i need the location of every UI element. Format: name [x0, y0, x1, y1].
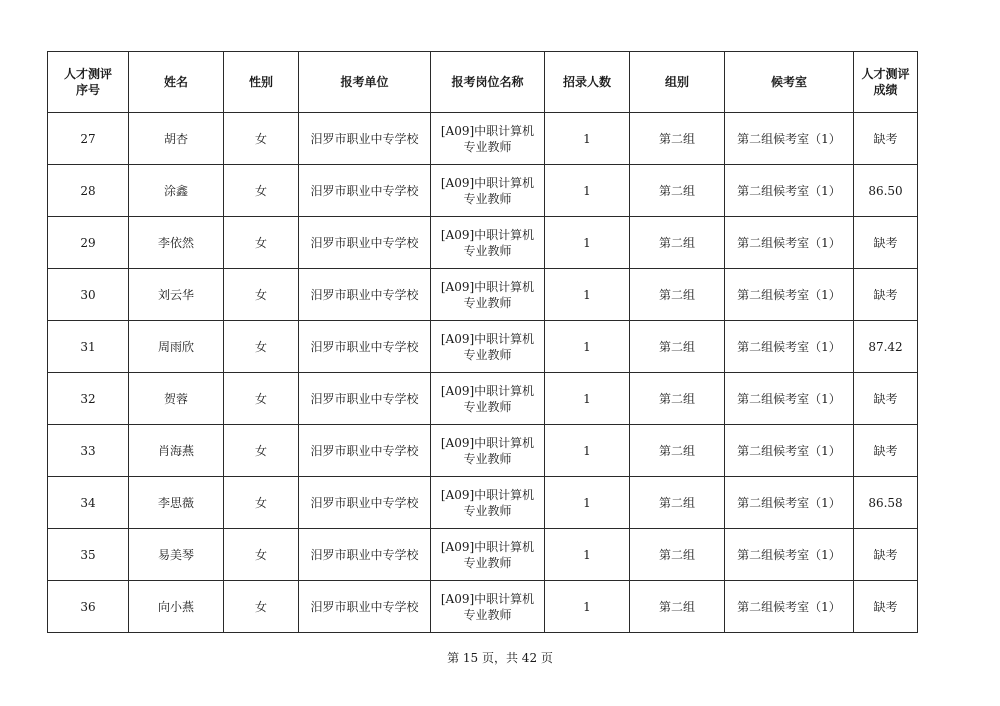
cell-room: 第二组候考室（1）: [725, 477, 854, 529]
cell-group: 第二组: [630, 425, 725, 477]
table-row: [48, 165, 918, 217]
cell-seq: 31: [48, 321, 129, 373]
cell-post: [431, 373, 545, 425]
cell-quota: 1: [545, 581, 630, 633]
post-text: [A09]中职计算机专业教师: [440, 383, 535, 414]
cell-score: 缺考: [854, 373, 918, 425]
cell-unit: 汨罗市职业中专学校: [299, 217, 431, 269]
post-text: [A09]中职计算机专业教师: [440, 591, 535, 622]
cell-room: 第二组候考室（1）: [725, 581, 854, 633]
header-seq: 人才测评序号: [48, 52, 129, 113]
cell-score: 缺考: [854, 581, 918, 633]
cell-room: 第二组候考室（1）: [725, 321, 854, 373]
header-group: 组别: [630, 52, 725, 113]
post-text: [A09]中职计算机专业教师: [440, 175, 535, 206]
cell-post: [431, 529, 545, 581]
post-text: [A09]中职计算机专业教师: [440, 331, 535, 362]
post-text: [A09]中职计算机专业教师: [440, 227, 535, 258]
cell-quota: 1: [545, 477, 630, 529]
cell-gender: 女: [224, 113, 299, 165]
cell-unit: 汨罗市职业中专学校: [299, 321, 431, 373]
cell-score: 87.42: [854, 321, 918, 373]
cell-gender: 女: [224, 477, 299, 529]
post-text: [A09]中职计算机专业教师: [440, 487, 535, 518]
table-row: [48, 529, 918, 581]
cell-name: 刘云华: [129, 269, 224, 321]
table-row: [48, 321, 918, 373]
cell-gender: 女: [224, 165, 299, 217]
cell-score: 86.50: [854, 165, 918, 217]
cell-room: 第二组候考室（1）: [725, 165, 854, 217]
header-quota: 招录人数: [545, 52, 630, 113]
cell-seq: 30: [48, 269, 129, 321]
cell-group: 第二组: [630, 113, 725, 165]
cell-score: 缺考: [854, 425, 918, 477]
cell-post: [431, 165, 545, 217]
cell-name: 李思薇: [129, 477, 224, 529]
cell-group: 第二组: [630, 165, 725, 217]
cell-unit: 汨罗市职业中专学校: [299, 113, 431, 165]
header-room: 候考室: [725, 52, 854, 113]
cell-seq: 34: [48, 477, 129, 529]
cell-name: 易美琴: [129, 529, 224, 581]
cell-quota: 1: [545, 529, 630, 581]
cell-unit: 汨罗市职业中专学校: [299, 373, 431, 425]
cell-post: [431, 581, 545, 633]
table-row: [48, 477, 918, 529]
cell-seq: 35: [48, 529, 129, 581]
cell-gender: 女: [224, 321, 299, 373]
cell-quota: 1: [545, 321, 630, 373]
cell-gender: 女: [224, 425, 299, 477]
cell-quota: 1: [545, 373, 630, 425]
cell-group: 第二组: [630, 217, 725, 269]
post-text: [A09]中职计算机专业教师: [440, 123, 535, 154]
table-row: [48, 373, 918, 425]
cell-unit: 汨罗市职业中专学校: [299, 425, 431, 477]
cell-name: 周雨欣: [129, 321, 224, 373]
header-name: 姓名: [129, 52, 224, 113]
cell-room: 第二组候考室（1）: [725, 373, 854, 425]
header-row: [48, 52, 918, 113]
header-score: 人才测评成绩: [854, 52, 918, 113]
cell-post: [431, 113, 545, 165]
cell-room: 第二组候考室（1）: [725, 529, 854, 581]
results-table: [47, 51, 918, 633]
cell-unit: 汨罗市职业中专学校: [299, 529, 431, 581]
post-text: [A09]中职计算机专业教师: [440, 539, 535, 570]
cell-room: 第二组候考室（1）: [725, 269, 854, 321]
cell-quota: 1: [545, 425, 630, 477]
header-post: 报考岗位名称: [431, 52, 545, 113]
cell-seq: 28: [48, 165, 129, 217]
table-row: [48, 425, 918, 477]
cell-quota: 1: [545, 269, 630, 321]
cell-group: 第二组: [630, 477, 725, 529]
cell-seq: 33: [48, 425, 129, 477]
cell-name: 肖海燕: [129, 425, 224, 477]
post-text: [A09]中职计算机专业教师: [440, 435, 535, 466]
cell-gender: 女: [224, 581, 299, 633]
cell-post: [431, 477, 545, 529]
cell-unit: 汨罗市职业中专学校: [299, 477, 431, 529]
cell-name: 胡杏: [129, 113, 224, 165]
cell-group: 第二组: [630, 529, 725, 581]
cell-gender: 女: [224, 269, 299, 321]
cell-group: 第二组: [630, 321, 725, 373]
cell-post: [431, 269, 545, 321]
cell-name: 涂鑫: [129, 165, 224, 217]
cell-quota: 1: [545, 217, 630, 269]
table-row: [48, 581, 918, 633]
cell-name: 向小燕: [129, 581, 224, 633]
cell-quota: 1: [545, 113, 630, 165]
table-row: [48, 269, 918, 321]
page-number: 第 15 页，共 42 页: [447, 651, 553, 665]
cell-post: [431, 321, 545, 373]
cell-gender: 女: [224, 217, 299, 269]
cell-group: 第二组: [630, 581, 725, 633]
cell-group: 第二组: [630, 269, 725, 321]
table-row: [48, 113, 918, 165]
cell-seq: 32: [48, 373, 129, 425]
cell-seq: 36: [48, 581, 129, 633]
cell-score: 缺考: [854, 113, 918, 165]
cell-post: [431, 217, 545, 269]
cell-gender: 女: [224, 529, 299, 581]
cell-score: 缺考: [854, 217, 918, 269]
cell-room: 第二组候考室（1）: [725, 425, 854, 477]
cell-room: 第二组候考室（1）: [725, 217, 854, 269]
cell-score: 缺考: [854, 269, 918, 321]
cell-room: 第二组候考室（1）: [725, 113, 854, 165]
post-text: [A09]中职计算机专业教师: [440, 279, 535, 310]
cell-score: 86.58: [854, 477, 918, 529]
cell-group: 第二组: [630, 373, 725, 425]
header-unit: 报考单位: [299, 52, 431, 113]
cell-unit: 汨罗市职业中专学校: [299, 269, 431, 321]
cell-gender: 女: [224, 373, 299, 425]
cell-seq: 29: [48, 217, 129, 269]
cell-unit: 汨罗市职业中专学校: [299, 581, 431, 633]
cell-quota: 1: [545, 165, 630, 217]
cell-unit: 汨罗市职业中专学校: [299, 165, 431, 217]
cell-post: [431, 425, 545, 477]
table-body: [48, 113, 918, 633]
header-gender: 性别: [224, 52, 299, 113]
table-row: [48, 217, 918, 269]
cell-score: 缺考: [854, 529, 918, 581]
cell-seq: 27: [48, 113, 129, 165]
cell-name: 贺蓉: [129, 373, 224, 425]
cell-name: 李依然: [129, 217, 224, 269]
